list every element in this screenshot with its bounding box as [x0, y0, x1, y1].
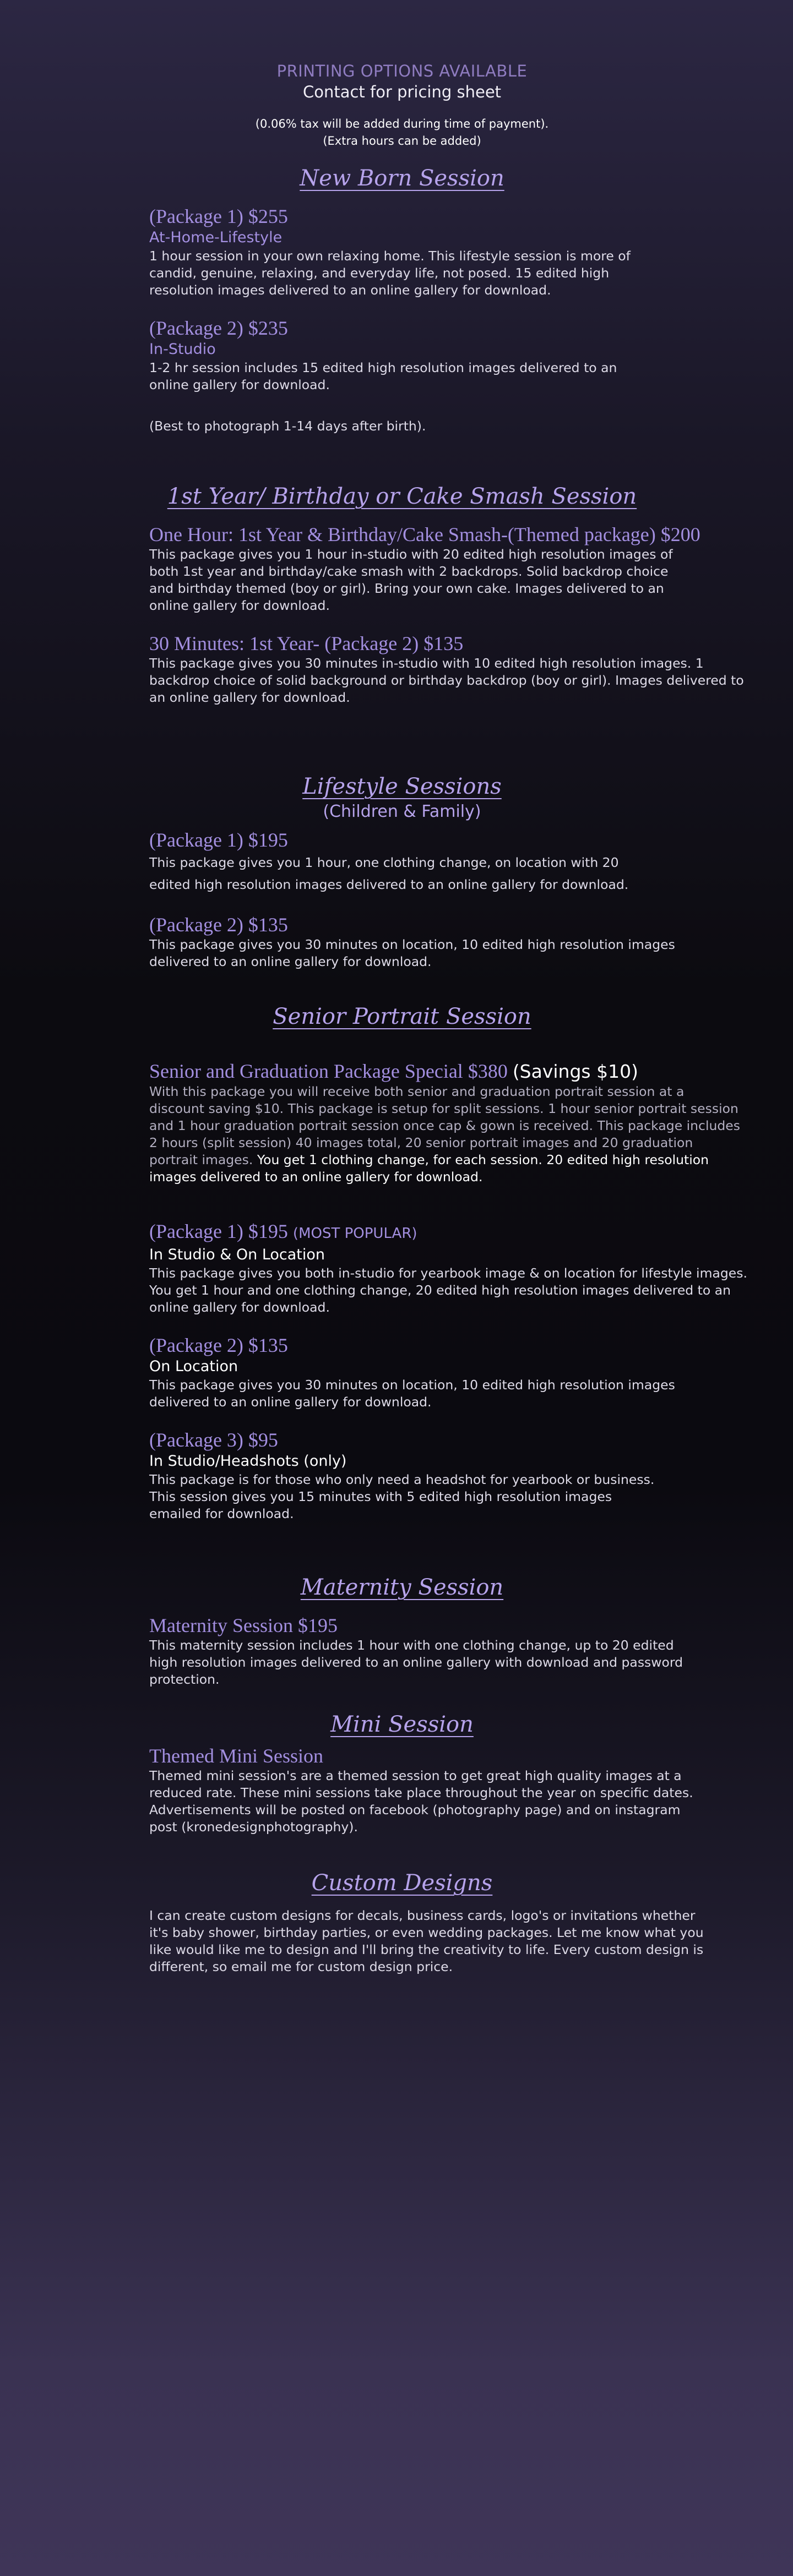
- senior-special-savings: (Savings $10): [512, 1061, 638, 1082]
- lifestyle-package-1-title: (Package 1) $195: [149, 829, 288, 851]
- header-block: [149, 61, 655, 150]
- cake-package-1-title: One Hour: 1st Year & Birthday/Cake Smash-(Themed package) $200: [149, 523, 700, 545]
- contact-pricing-sheet: Contact for pricing sheet: [302, 83, 502, 101]
- cake-package-2-description: This package gives you 30 minutes in-studio with 10 edited high resolution images. 1 backdrop choice of solid background or birthday backdrop (boy or girl). Images delivered to an online gallery for download.: [149, 656, 744, 705]
- lifestyle-package-1-description: This package gives you 1 hour, one clothing change, on location with 20 edited high resolution images delivered to an online gallery for download.: [149, 855, 629, 892]
- senior-special-description-tail: You get 1 clothing change, for each session. 20 edited high resolution images delivered to an online gallery for download.: [149, 1152, 709, 1185]
- cake-package-1-description: This package gives you 1 hour in-studio with 20 edited high resolution images of both 1st year and birthday/cake smash with 2 backdrops. Solid backdrop choice and birthday themed (boy or girl). Bring your own cake. Images delivered to an online gallery for download.: [149, 547, 673, 613]
- most-popular-badge: (MOST POPULAR): [292, 1225, 417, 1242]
- mini-package-description: Themed mini session's are a themed session to get great high quality images at a reduced rate. These mini sessions take place throughout the year on specific dates. Advertisements will be posted on facebook (photography page) and on instagram post (kronedesignphotography).: [149, 1768, 693, 1835]
- senior-package-1-name: (Package 1) $195: [149, 1220, 288, 1242]
- extra-hours-note: (Extra hours can be added): [323, 134, 481, 148]
- lifestyle-package-2-description: This package gives you 30 minutes on location, 10 edited high resolution images delivered to an online gallery for download.: [149, 937, 675, 969]
- newborn-package-1-subtitle: At-Home-Lifestyle: [149, 229, 283, 246]
- senior-section-title: Senior Portrait Session: [273, 1004, 531, 1029]
- senior-special-name: Senior and Graduation Package Special $380: [149, 1060, 508, 1082]
- senior-package-2-subtitle: On Location: [149, 1358, 238, 1375]
- senior-package-3-title: (Package 3) $95: [149, 1429, 278, 1451]
- maternity-package-description: This maternity session includes 1 hour with one clothing change, up to 20 edited high resolution images delivered to an online gallery with download and password protection.: [149, 1638, 683, 1687]
- newborn-package-1-title: (Package 1) $255: [149, 205, 288, 227]
- pricing-content: [149, 61, 783, 1975]
- senior-package-1-subtitle: In Studio & On Location: [149, 1246, 325, 1263]
- cake-package-2-title: 30 Minutes: 1st Year- (Package 2) $135: [149, 632, 464, 654]
- senior-special-description: [149, 1083, 741, 1186]
- senior-package-3-subtitle: In Studio/Headshots (only): [149, 1453, 347, 1470]
- lifestyle-section-title: Lifestyle Sessions: [302, 774, 502, 799]
- newborn-package-1-description: 1 hour session in your own relaxing home. This lifestyle session is more of candid, genuine, relaxing, and everyday life, not posed. 15 edited high resolution images delivered to an online gallery for download.: [149, 248, 631, 298]
- printing-options-heading: PRINTING OPTIONS AVAILABLE: [276, 62, 528, 80]
- senior-package-1-description: This package gives you both in-studio for yearbook image & on location for lifestyle images. You get 1 hour and one clothing change, 20 edited high resolution images delivered to an online gallery for download.: [149, 1265, 747, 1315]
- newborn-package-2-subtitle: In-Studio: [149, 341, 216, 358]
- custom-designs-section-title: Custom Designs: [311, 1870, 493, 1896]
- senior-package-2-title: (Package 2) $135: [149, 1334, 288, 1356]
- maternity-section-title: Maternity Session: [300, 1575, 504, 1600]
- custom-designs-description: I can create custom designs for decals, business cards, logo's or invitations whether it's baby shower, birthday parties, or even wedding packages. Let me know what you like would like me to design and I'll bring the creativity to life. Every custom design is different, so email me for custom design price.: [149, 1908, 704, 1974]
- maternity-package-title: Maternity Session $195: [149, 1614, 338, 1636]
- lifestyle-package-2-title: (Package 2) $135: [149, 914, 288, 936]
- mini-section-title: Mini Session: [330, 1712, 474, 1737]
- senior-package-1-title: [149, 1220, 783, 1245]
- senior-special-title: [149, 1060, 783, 1083]
- senior-special-description-main: With this package you will receive both senior and graduation portrait session at a discount saving $10. This package is setup for split sessions. 1 hour senior portrait session and 1 hour graduation portrait session once cap & gown is received. This package includes 2 hours (split session) 40 images total, 20 senior portrait images and 20 graduation portrait images.: [149, 1084, 741, 1167]
- newborn-section-title: New Born Session: [300, 166, 504, 191]
- newborn-timing-note: (Best to photograph 1-14 days after birth).: [149, 418, 426, 434]
- mini-package-title: Themed Mini Session: [149, 1745, 323, 1767]
- senior-package-2-description: This package gives you 30 minutes on location, 10 edited high resolution images delivered to an online gallery for download.: [149, 1377, 675, 1410]
- tax-note: (0.06% tax will be added during time of payment).: [255, 117, 549, 130]
- newborn-package-2-description: 1-2 hr session includes 15 edited high resolution images delivered to an online gallery for download.: [149, 360, 617, 392]
- cake-smash-section-title: 1st Year/ Birthday or Cake Smash Session: [167, 484, 637, 509]
- newborn-package-2-title: (Package 2) $235: [149, 317, 288, 339]
- lifestyle-section-subtitle: (Children & Family): [323, 802, 481, 821]
- senior-package-3-description: This package is for those who only need a headshot for yearbook or business. This session gives you 15 minutes with 5 edited high resolution images emailed for download.: [149, 1472, 655, 1521]
